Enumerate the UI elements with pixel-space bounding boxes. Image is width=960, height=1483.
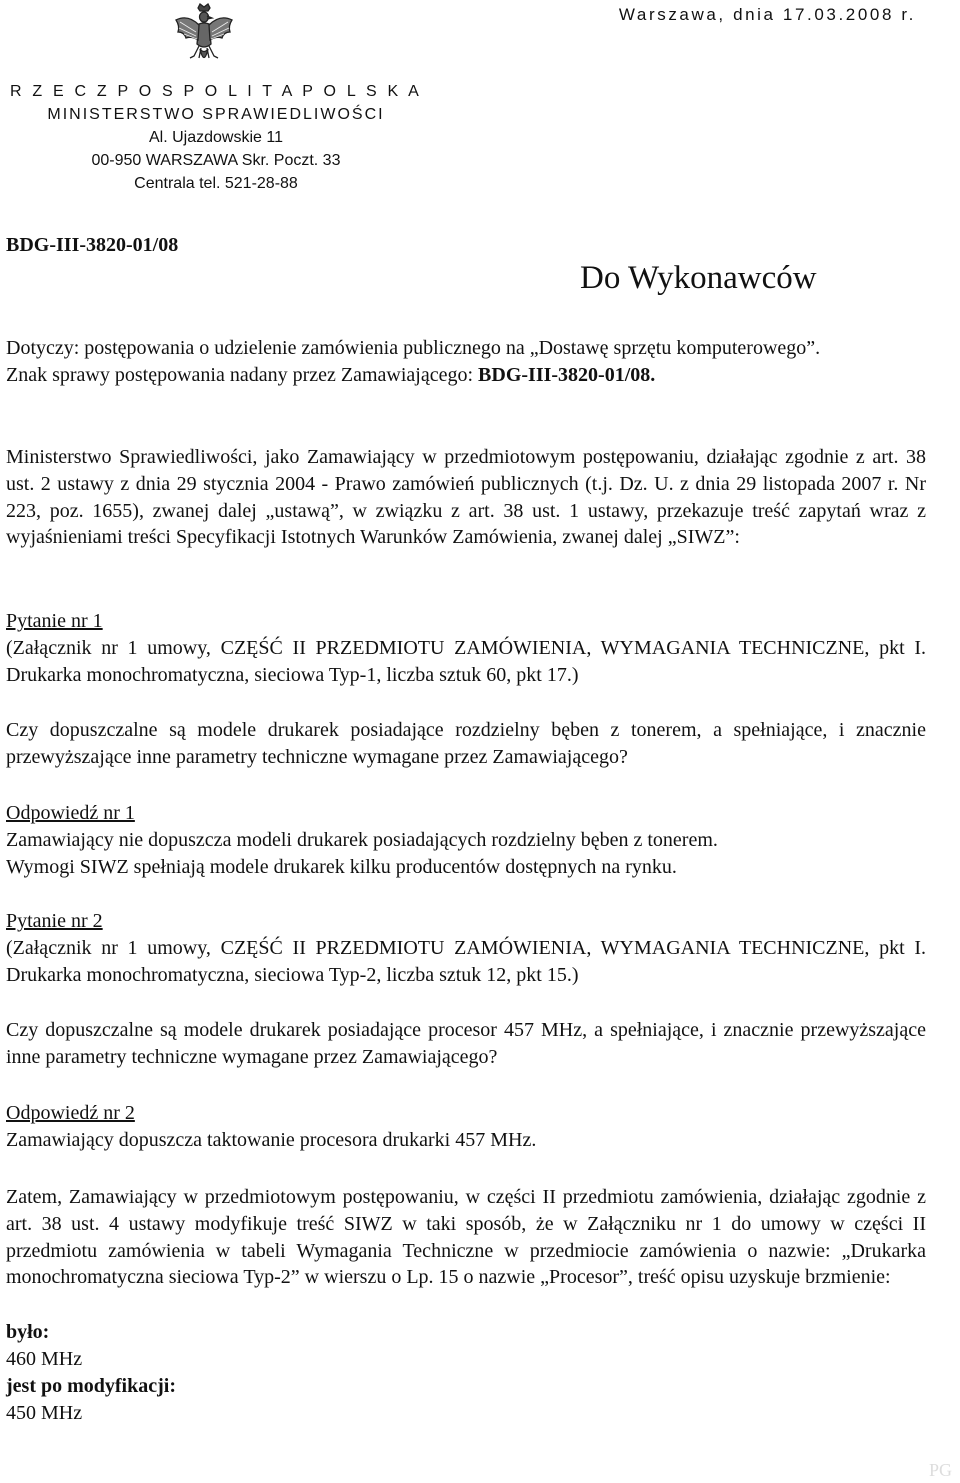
document-date: Warszawa, dnia 17.03.2008 r. [618, 5, 916, 24]
question-2-reference: (Załącznik nr 1 umowy, CZĘŚĆ II PRZEDMIOTU ZAMÓWIENIA, WYMAGANIA TECHNICZNE, pkt I. Drukarka monochromatyczna, sieciowa Typ-2, liczba sztuk 12, pkt 15.) [6, 937, 926, 986]
answer-1-line: Zamawiający nie dopuszcza modeli drukarek posiadających rozdzielny bęben z tonerem. [6, 829, 718, 851]
answer-1-line: Wymogi SIWZ spełniają modele drukarek kilku producentów dostępnych na rynku. [6, 856, 677, 878]
case-label: Znak sprawy postępowania nadany przez Zamawiającego: [6, 363, 479, 386]
before-label: było: [6, 1321, 50, 1343]
subject [6, 335, 926, 389]
modification-paragraph: Zatem, Zamawiający w przedmiotowym postępowaniu, w części II przedmiotu zamówienia, działając zgodnie z art. 38 ust. 4 ustawy modyfikuje treść SIWZ w taki sposób, że w Załączniku nr 1 do umowy w części II przedmiotu zamówienia w tabeli Wymagania Techniczne w przedmiocie zamówienia o nazwie: „Drukarka monochromatyczna sieciowa Typ-2” w wierszu o Lp. 15 o nazwie „Procesor”, treść opisu uzyskuje brzmienie: [6, 1186, 926, 1289]
question-1-heading: Pytanie nr 1 [6, 610, 103, 632]
after-label: jest po modyfikacji: [6, 1375, 176, 1397]
subject-line: Dotyczy: postępowania o udzielenie zamówienia publicznego na „Dostawę sprzętu komputerowego”. [6, 337, 821, 359]
phone-number: Centrala tel. 521-28-88 [134, 175, 298, 192]
page-watermark: PG [928, 1460, 952, 1480]
after-value: 450 MHz [6, 1402, 83, 1424]
answer-1-heading: Odpowiedź nr 1 [6, 802, 135, 824]
eagle-emblem-icon [172, 2, 236, 68]
answer-2-line: Zamawiający dopuszcza taktowanie procesora drukarki 457 MHz. [6, 1129, 537, 1151]
question-1-text: Czy dopuszczalne są modele drukarek posiadające rozdzielny bęben z tonerem, a spełniające, i znacznie przewyższające inne parametry techniczne wymagane przez Zamawiającego? [6, 719, 926, 768]
ministry-name: MINISTERSTWO SPRAWIEDLIWOŚCI [47, 106, 385, 123]
addressee: Do Wykonawców [580, 260, 817, 296]
answer-2-heading: Odpowiedź nr 2 [6, 1102, 135, 1124]
question-2-text: Czy dopuszczalne są modele drukarek posiadające procesor 457 MHz, a spełniające, i znacznie przewyższające inne parametry techniczne wymagane przez Zamawiającego? [6, 1019, 926, 1068]
before-value: 460 MHz [6, 1348, 83, 1370]
reference-number: BDG-III-3820-01/08 [6, 234, 179, 256]
question-2-heading: Pytanie nr 2 [6, 910, 103, 932]
intro-paragraph: Ministerstwo Sprawiedliwości, jako Zamawiający w przedmiotowym postępowaniu, działając zgodnie z art. 38 ust. 2 ustawy z dnia 29 stycznia 2004 - Prawo zamówień publicznych (t.j. Dz. U. z dnia 29 listopada 2007 r. Nr 223, poz. 1655), zwanej dalej „ustawą”, w związku z art. 38 ust. 1 ustawy, przekazuje treść zapytań wraz z wyjaśnieniami treści Specyfikacji Istotnych Warunków Zamówienia, zwanej dalej „SIWZ”: [6, 446, 926, 549]
country-name: R Z E C Z P O S P O L I T A P O L S K A [9, 83, 423, 100]
question-1-reference: (Załącznik nr 1 umowy, CZĘŚĆ II PRZEDMIOTU ZAMÓWIENIA, WYMAGANIA TECHNICZNE, pkt I. Drukarka monochromatyczna, sieciowa Typ-1, liczba sztuk 60, pkt 17.) [6, 637, 926, 686]
case-number: BDG-III-3820-01/08. [478, 363, 656, 386]
address-street: Al. Ujazdowskie 11 [149, 129, 283, 146]
address-city: 00-950 WARSZAWA Skr. Poczt. 33 [91, 152, 341, 169]
